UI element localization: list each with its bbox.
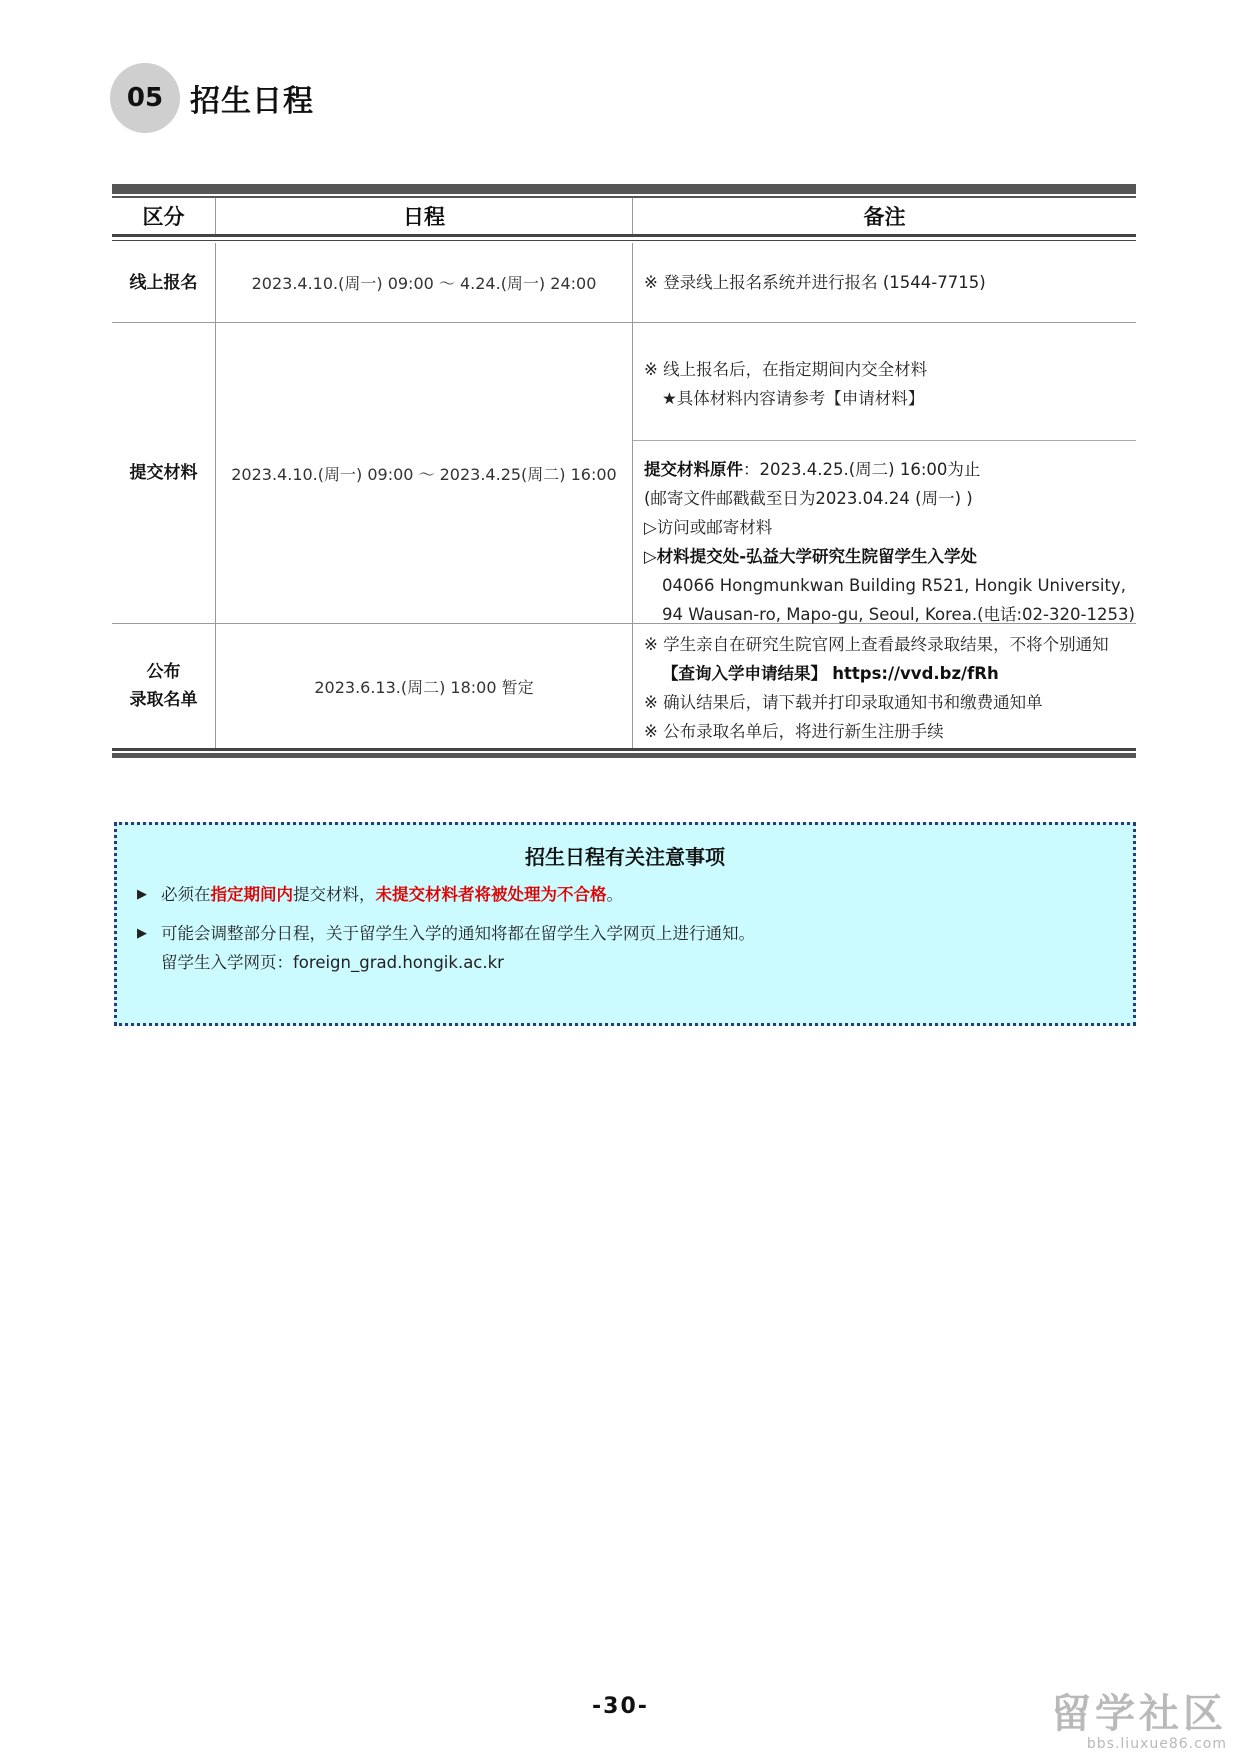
notice-title: 招生日程有关注意事项 bbox=[525, 845, 725, 869]
table-top-rule bbox=[112, 184, 1136, 194]
watermark-url: bbs.liuxue86.com bbox=[1086, 1736, 1227, 1752]
header-date: 日程 bbox=[216, 198, 633, 234]
notice-box bbox=[114, 822, 1136, 1026]
row-date: 2023.4.10.(周一) 09:00 ～ 2023.4.25(周二) 16:00 bbox=[216, 323, 633, 623]
row-note bbox=[633, 323, 1136, 623]
notice-item: ▶ 可能会调整部分日程，关于留学生入学的通知将都在留学生入学网页上进行通知。 留学生入学网页：foreign_grad.hongik.ac.kr bbox=[117, 919, 1133, 977]
triangle-bullet-icon: ▶ bbox=[137, 887, 147, 902]
page-number: -30- bbox=[592, 1694, 649, 1719]
row-category: 线上报名 bbox=[112, 243, 216, 322]
row-category: 提交材料 bbox=[112, 323, 216, 623]
header-category: 区分 bbox=[112, 198, 216, 234]
note-subsection: 提交材料原件：2023.4.25.(周二) 16:00为止 (邮寄文件邮戳截至日为2023.04.24 (周一) ) ▷访问或邮寄材料 ▷材料提交处-弘益大学研究生院留学生入学处 04066 Hongmunkwan Building R521, Hongik University, 94 Wausan-ro, Mapo-gu, Seoul, Korea.(电话:02-320-1253) bbox=[644, 460, 1135, 624]
row-note: ※ 学生亲自在研究生院官网上查看最终录取结果，不将个别通知 【查询入学申请结果】 https://vvd.bz/fRh ※ 确认结果后，请下载并打印录取通知书和缴费通知单 ※ 公布录取名单后，将进行新生注册手续 bbox=[644, 635, 1109, 741]
admission-website: 留学生入学网页：foreign_grad.hongik.ac.kr bbox=[161, 953, 504, 972]
notice-item: ▶ 必须在指定期间内提交材料，未提交材料者将被处理为不合格。 bbox=[117, 880, 1133, 909]
watermark-logo: 留学社区 bbox=[1051, 1691, 1227, 1737]
section-number-badge: 05 bbox=[110, 63, 180, 133]
table-header-row bbox=[112, 198, 1136, 234]
row-date: 2023.4.10.(周一) 09:00 ～ 4.24.(周一) 24:00 bbox=[216, 243, 633, 322]
table-row bbox=[112, 323, 1136, 624]
header-note: 备注 bbox=[863, 205, 906, 229]
section-heading bbox=[110, 62, 314, 134]
note-subsection: ※ 线上报名后，在指定期间内交全材料 ★具体材料内容请参考【申请材料】 bbox=[633, 323, 1136, 441]
watermark bbox=[1051, 1692, 1227, 1752]
table-bottom-thick-rule bbox=[112, 753, 1136, 758]
row-date: 2023.6.13.(周二) 18:00 暂定 bbox=[216, 624, 633, 748]
result-link[interactable]: https://vvd.bz/fRh bbox=[832, 664, 999, 683]
table-bottom-rule bbox=[112, 748, 1136, 751]
section-title: 招生日程 bbox=[190, 84, 314, 119]
row-category: 公布 录取名单 bbox=[112, 624, 216, 748]
table-row bbox=[112, 624, 1136, 748]
header-double-rule bbox=[112, 234, 1136, 241]
table-row bbox=[112, 243, 1136, 323]
triangle-bullet-icon: ▶ bbox=[137, 926, 147, 941]
row-note: ※ 登录线上报名系统并进行报名 (1544-7715) bbox=[644, 273, 986, 292]
schedule-table bbox=[112, 184, 1136, 758]
